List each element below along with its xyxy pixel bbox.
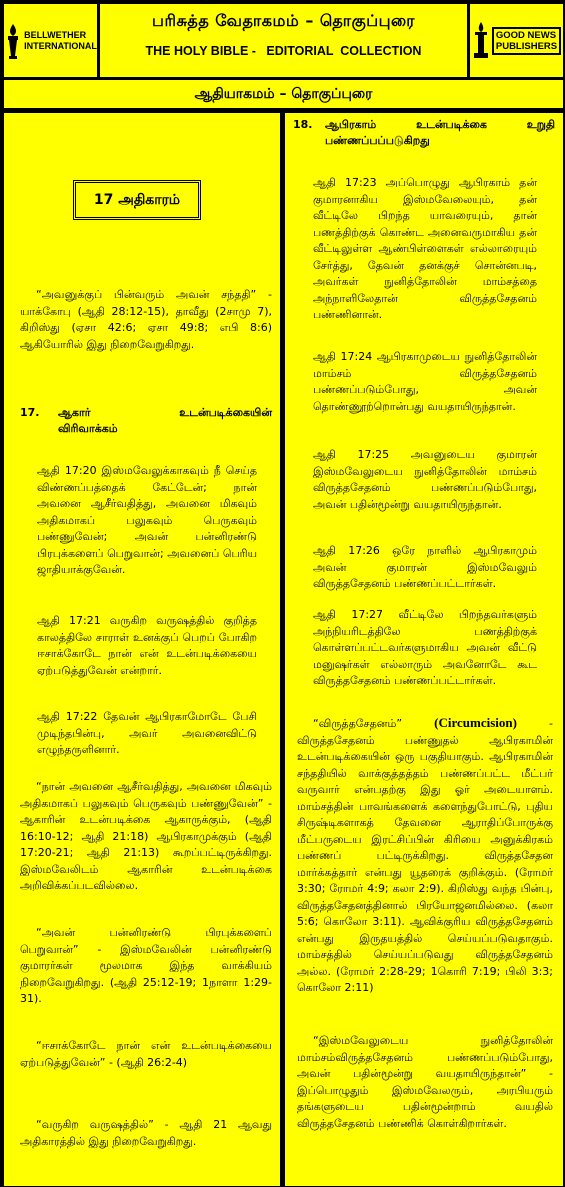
left-column (4, 113, 280, 1186)
verse-17-27: ஆதி 17:27 வீட்டிலே பிறந்தவர்களும் அந்நியரிடத்திலே பணத்திற்குக் கொள்ளப்பட்டவர்களுமாகிய அவன் வீட்டு மனுஷர்கள் எல்லாரும் அவனோடே கூட விருத்தசேதனம் பண்ணப்பட்டார்கள். (313, 608, 537, 687)
logo-right-line-1: GOOD NEWS (495, 29, 557, 41)
logo-line-2: INTERNATIONAL (24, 40, 97, 51)
verse-17-22: ஆதி 17:22 தேவன் ஆபிரகாமோடே பேசி முடிந்தபின்பு, அவர் அவனைவிட்டு எழுந்தருளினார். (37, 710, 257, 756)
section-18-title-1: ஆபிரகாம் உடன்படிக்கை உறுதி (325, 118, 555, 131)
book-title: ஆதியாகமம் – தொகுப்புரை (4, 80, 563, 108)
section-17-title-2: விரிவாக்கம் (58, 422, 118, 435)
title-english: THE HOLY BIBLE - EDITORIAL COLLECTION (145, 44, 422, 58)
verse-17-24: ஆதி 17:24 ஆபிரகாமுடைய நுனித்தோலின் மாம்சம் விருத்தசேதனம் பண்ணப்படும்போது, அவன் தொண்ணூற்றொன்பது வயதாயிருந்தான். (313, 350, 537, 413)
verse-17-26: ஆதி 17:26 ஒரே நாளில் ஆபிரகாமும் அவன் குமாரன் இஸ்மவேலும் விருத்தசேதனம் பண்ணப்பட்டார்கள். (313, 544, 537, 590)
lamp-icon (472, 21, 490, 61)
section-18-number: 18. (293, 118, 313, 131)
circumcision-quote: “விருத்தசேதனம்” (313, 717, 403, 730)
right-column (285, 113, 563, 1186)
verse-17-25: ஆதி 17:25 அவனுடைய குமாரன் இஸ்மவேலுடைய நுனித்தோலின் மாம்சம் விருத்தசேதனம் பண்ணப்படும்போது, அவன் பதின்மூன்று வயதாயிருந்தான். (313, 448, 537, 511)
verse-17-23: ஆதி 17:23 அப்பொழுது ஆபிரகாம் தன் குமாரனாகிய இஸ்மவேலையும், தன் வீட்டிலே பிறந்த யாவரையும், தான் பணத்திற்குக் கொண்ட அனைவருமாகிய தன் வீட்டிலுள்ள ஆண்பிள்ளைகள் எல்லாரையும் சேர்த்து, தேவன் தனக்குச் சொன்னபடி, அவர்கள் நுனித்தோலின் மாம்சத்தை அந்நாளிலேதான் விருத்தசேதனம் பண்ணினான். (313, 176, 537, 321)
section-18-title-2: பண்ணப்பப்படுகிறது (325, 134, 430, 147)
circumcision-text: - விருத்தசேதனம் பண்ணுதல் ஆபிரகாமின் உடன்படிக்கையின் ஒரு பகுதியாகும். ஆபிரகாமின் சந்ததியில் வாக்குத்தத்தம் பண்ணப்பட்ட மீட்பர் வருவார் என்பதற்கு இது ஓர் அடையாளம். மாம்சத்தின் பாவங்களைக் களைந்துபோட்டு, புதிய சிருஷ்டிகளாகத் தேவனை ஆராதிப்போருக்கு மீட்பருடைய இரட்சிப்பின் கிரியை அனுக்கிரகம் பண்ணப் பட்டிருக்கிறது. விருத்தசேதன மார்க்கத்தார் என்பது யூதரைக் குறிக்கும். (ரோமர் 3:30; ரோமர் 4:9; கலா 2:9). கிறிஸ்து வந்த பின்பு, விருத்தசேதனத்தினால் பிரயோஜனமில்லை. (கலா 5:6; கொலோ 3:11). ஆவிக்குரிய விருத்தசேதனம் என்பது இருதயத்தில் செய்யப்படுவதாகும். மாம்சத்தில் செய்யப்படுவது விருத்தசேதனம் அல்ல. (ரோமர் 2:28-29; 1கொரி 7:19; பிலி 3:3; கொலோ 2:11) (297, 717, 554, 994)
logo-line-1: BELLWETHER (24, 29, 87, 40)
commentary-circumcision (297, 715, 553, 997)
verse-17-20: ஆதி 17:20 இஸ்மவேலுக்காகவும் நீ செய்த விண்ணப்பத்தைக் கேட்டேன்; நான் அவனை ஆசீர்வதித்து, அவனை மிகவும் அதிகமாகப் பலுகவும் பெருகவும் பண்ணுவேன்; அவன் பன்னிரண்டு பிரபுக்களைப் பெறுவான்; அவனைப் பெரிய ஜாதியாக்குவேன். (37, 464, 257, 576)
bellwether-logo (4, 4, 97, 77)
circumcision-english: (Circumcision) (434, 715, 517, 730)
good-news-logo (470, 4, 563, 77)
verse-17-21: ஆதி 17:21 வருகிற வருஷத்தில் குறித்த காலத்திலே சாராள் உனக்குப் பெறப் போகிற ஈசாக்கோடே நான் என் உடன்படிக்கையை ஏற்படுத்துவேன் என்றார். (37, 614, 257, 677)
commentary-next-year: “வருகிற வருஷத்தில்” - ஆதி 21 ஆவது அதிகாரத்தில் இது நிறைவேறுகிறது. (20, 1118, 272, 1148)
torch-icon (4, 22, 22, 60)
commentary-isaac-covenant: “ஈசாக்கோடே நான் என் உடன்படிக்கையை ஏற்படுத்துவேன்” - (ஆதி 26:2-4) (20, 1039, 272, 1069)
intro-paragraph: “அவனுக்குப் பின்வரும் அவன் சந்ததி” - யாக்கோபு (ஆதி 28:12-15), தாவீது (2சாமு 7), கிறிஸ்து (ஏசா 42:6; ஏசா 49:8; எபி 8:6) ஆகியோரில் இது நிறைவேறுகிறது. (20, 288, 272, 351)
title-block (100, 4, 467, 77)
commentary-twelve-princes: “அவன் பன்னிரண்டு பிரபுக்களைப் பெறுவான்” - இஸ்மவேலின் பன்னிரண்டு குமாரர்கள் மூலமாக இந்த வாக்கியம் நிறைவேறுகிறது. (ஆதி 25:12-19; 1நாளா 1:29-31). (20, 926, 272, 1005)
logo-right-line-2: PUBLISHERS (495, 40, 558, 52)
section-17-heading (20, 405, 272, 437)
chapter-label: 17 அதிகாரம் (73, 180, 201, 220)
commentary-ishmael-age: “இஸ்மவேலுடைய நுனித்தோலின் மாம்சம்விருத்தசேதனம் பண்ணப்படும்போது, அவன் பதின்மூன்று வயதாயிருந்தான்” - இப்பொழுதும் இஸ்மவேலரும், அரபியரும் தங்களுடைய பதின்மூன்றாம் வயதில் விருத்தசேதனம் பண்ணிக் கொள்கிறார்கள். (297, 1034, 553, 1130)
commentary-blessing: “நான் அவனை ஆசீர்வதித்து, அவனை மிகவும் அதிகமாகப் பலுகவும் பெருகவும் பண்ணுவேன்” - ஆகாரின் உடன்படிக்கை ஆகாருக்கும், (ஆதி 16:10-12; ஆதி 21:18) ஆபிரகாமுக்கும் (ஆதி 17:20-21; ஆதி 21:13) கூறப்பட்டிருக்கிறது. இஸ்மவேலிடம் ஆகாரின் உடன்படிக்கை அறிவிக்கப்படவில்லை. (20, 780, 272, 892)
section-17-title-1: ஆகார் உடன்படிக்கையின் (58, 406, 272, 419)
title-tamil: பரிசுத்த வேதாகமம் – தொகுப்புரை (152, 11, 415, 30)
section-18-heading (293, 117, 555, 149)
section-17-number: 17. (20, 406, 40, 419)
